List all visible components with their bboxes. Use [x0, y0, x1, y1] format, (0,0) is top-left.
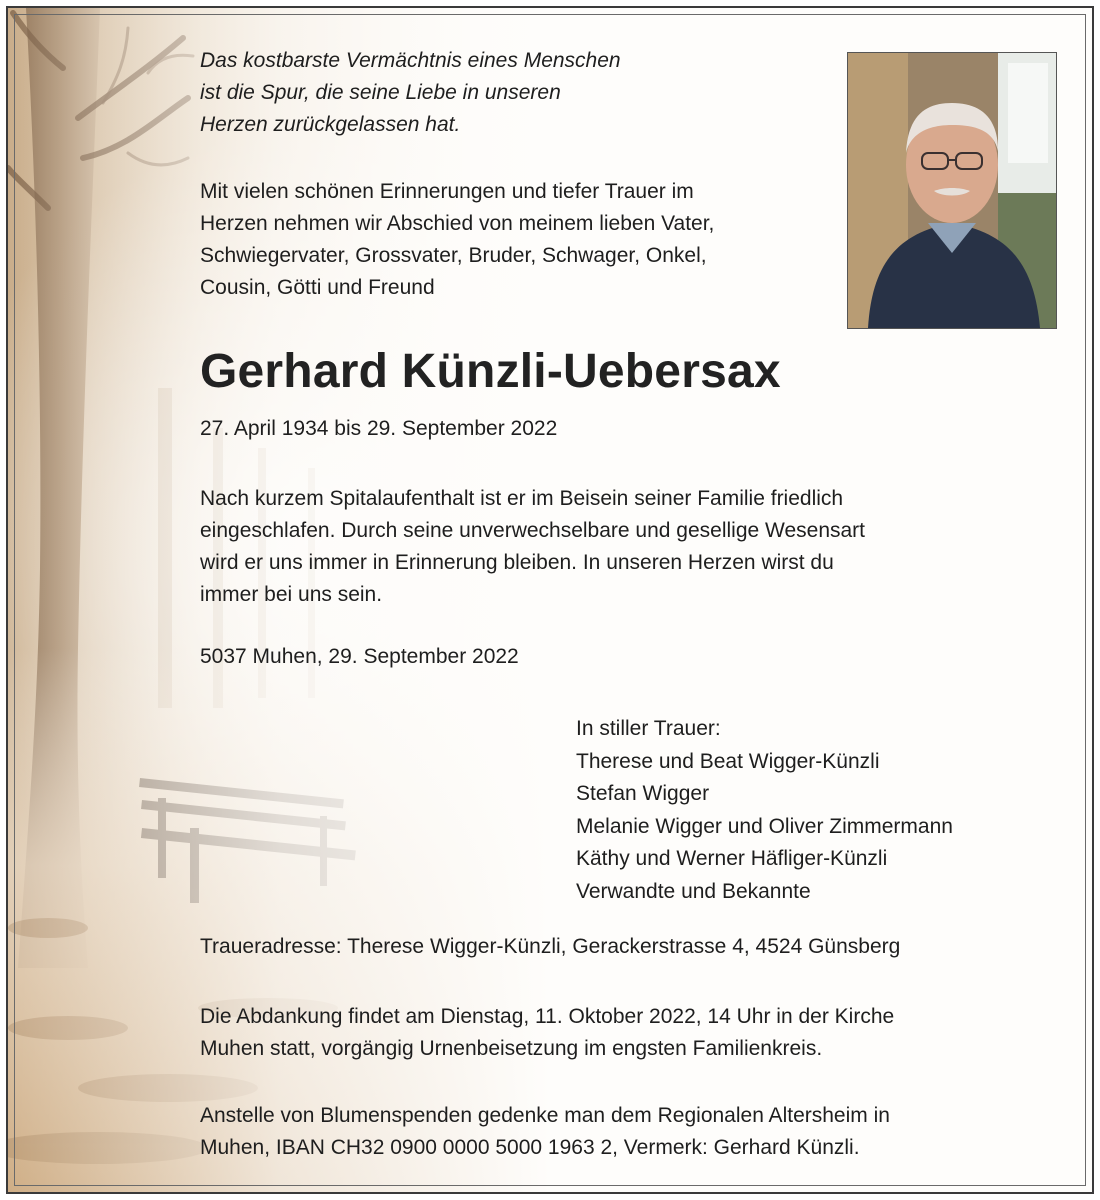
mourner-entry: Melanie Wigger und Oliver Zimmermann — [576, 814, 953, 838]
quote-line: Das kostbarste Vermächtnis eines Menschen — [200, 49, 621, 72]
donation-line: Anstelle von Blumenspenden gedenke man dem Regionalen Altersheim in — [200, 1104, 890, 1127]
quote-line: ist die Spur, die seine Liebe in unseren — [200, 81, 561, 104]
mourner-entry: Käthy und Werner Häfliger-Künzli — [576, 847, 888, 870]
mourner-entry: Verwandte und Bekannte — [576, 879, 811, 903]
body-line: eingeschlafen. Durch seine unverwechselbare und gesellige Wesensart — [200, 519, 866, 542]
intro-line: Schwiegervater, Grossvater, Bruder, Schwager, Onkel, — [200, 244, 707, 267]
body-line: Nach kurzem Spitalaufenthalt ist er im Beisein seiner Familie friedlich — [200, 487, 844, 510]
intro-line: Herzen nehmen wir Abschied von meinem lieben Vater, — [200, 212, 715, 235]
donation-line: Muhen, IBAN CH32 0900 0000 5000 1963 2, Vermerk: Gerhard Künzli. — [200, 1136, 860, 1159]
mourning-address: Traueradresse: Therese Wigger-Künzli, Gerackerstrasse 4, 4524 Günsberg — [200, 935, 901, 958]
funeral-ceremony-info — [200, 1001, 894, 1065]
place-and-date: 5037 Muhen, 29. September 2022 — [200, 645, 519, 668]
body-line: wird er uns immer in Erinnerung bleiben. In unseren Herzen wirst du — [200, 551, 834, 574]
mourner-entry: Therese und Beat Wigger-Künzli — [576, 749, 880, 773]
mourners-list — [576, 713, 953, 908]
life-dates: 27. April 1934 bis 29. September 2022 — [200, 417, 558, 440]
intro-line: Mit vielen schönen Erinnerungen und tiefer Trauer im — [200, 180, 694, 203]
obituary-frame — [6, 6, 1094, 1194]
quote-line: Herzen zurückgelassen hat. — [200, 113, 461, 136]
deceased-name: Gerhard Künzli-Uebersax — [200, 345, 781, 398]
farewell-intro — [200, 176, 714, 304]
deceased-portrait-photo — [848, 53, 1056, 328]
obituary-body — [200, 483, 865, 611]
memorial-quote — [200, 45, 621, 141]
ceremony-line: Muhen statt, vorgängig Urnenbeisetzung im engsten Familienkreis. — [200, 1037, 823, 1060]
mourner-entry: Stefan Wigger — [576, 782, 710, 805]
mourners-heading: In stiller Trauer: — [576, 717, 721, 740]
body-line: immer bei uns sein. — [200, 583, 383, 606]
obituary-content — [8, 8, 1092, 1192]
ceremony-line: Die Abdankung findet am Dienstag, 11. Oktober 2022, 14 Uhr in der Kirche — [200, 1005, 895, 1028]
donation-info — [200, 1100, 890, 1164]
intro-line: Cousin, Götti und Freund — [200, 276, 435, 299]
